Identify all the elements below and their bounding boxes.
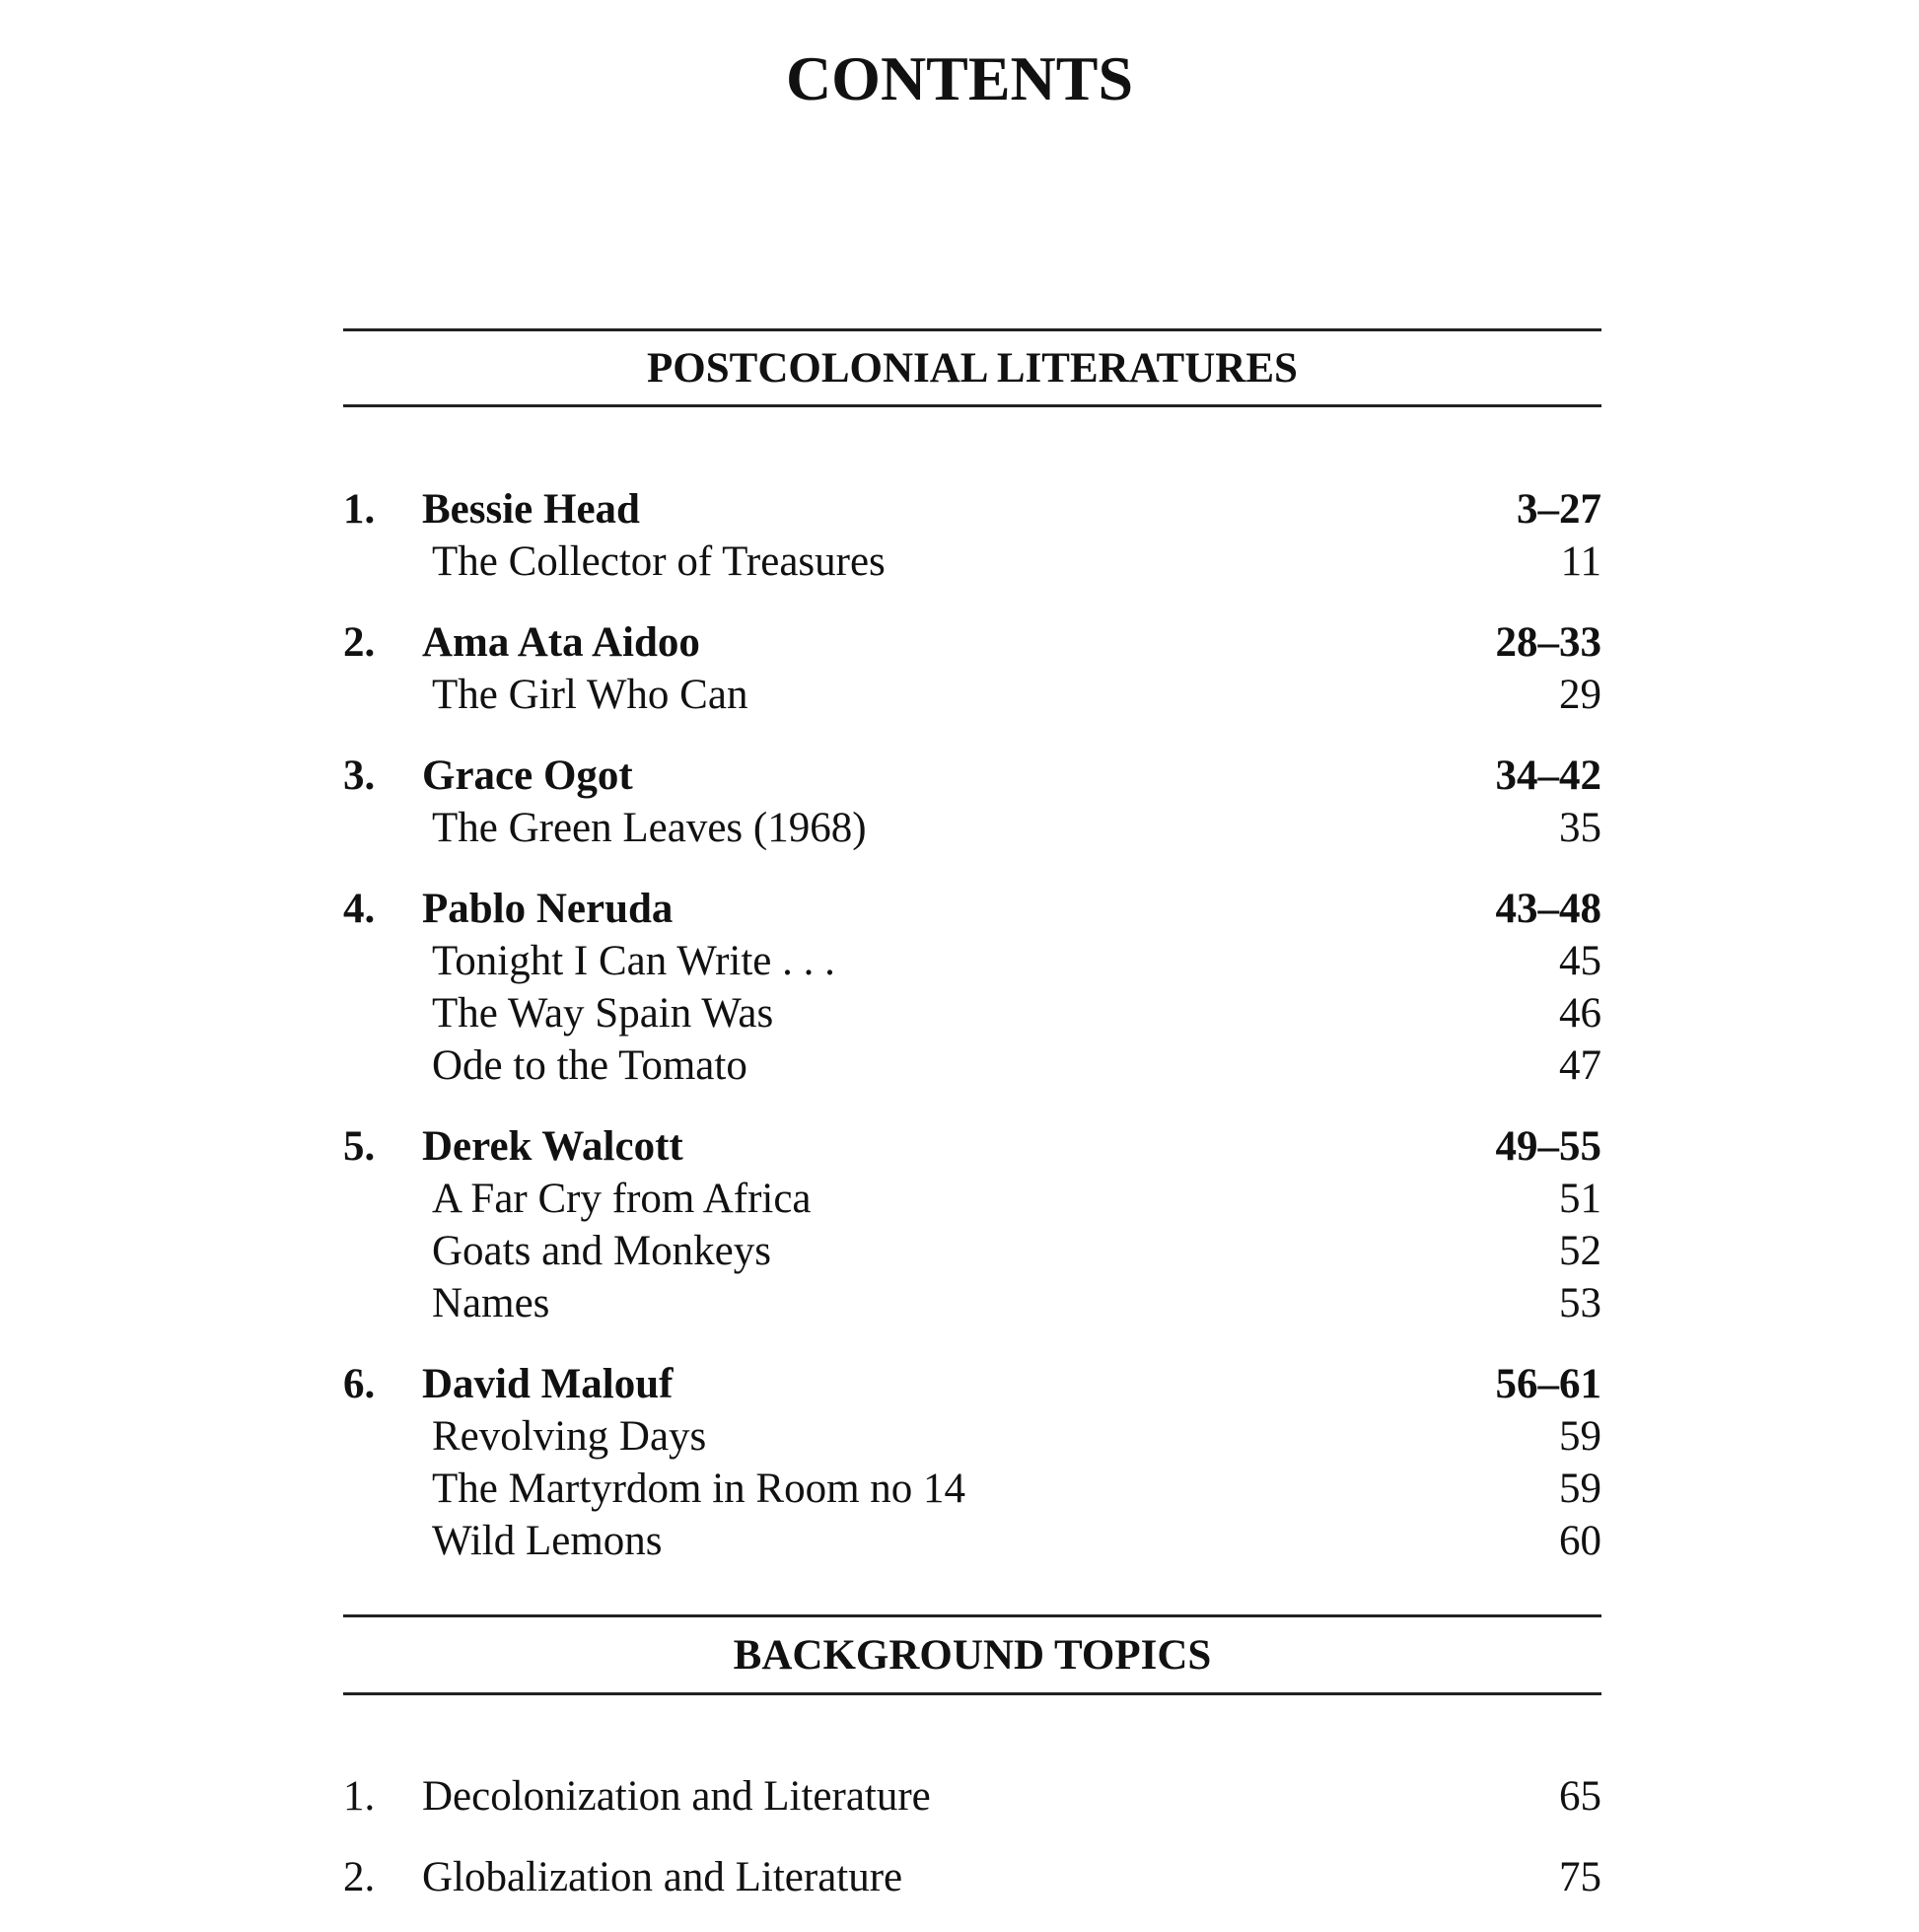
work-row[interactable] (343, 1515, 1601, 1567)
work-title: Tonight I Can Write . . . (432, 938, 835, 984)
author-row[interactable] (343, 1120, 1601, 1173)
author-entry (343, 883, 1601, 1092)
author-row[interactable] (343, 483, 1601, 536)
page-number: 65 (1559, 1773, 1601, 1820)
work-title: The Collector of Treasures (432, 538, 886, 585)
section-postcolonial-literatures (343, 328, 1601, 1596)
work-title: Names (432, 1280, 550, 1326)
page-number: 59 (1559, 1466, 1601, 1512)
page-number: 45 (1559, 938, 1601, 984)
author-entry (343, 1120, 1601, 1329)
topic-row[interactable] (343, 1770, 1601, 1823)
work-row[interactable] (343, 802, 1601, 854)
page-title: CONTENTS (785, 43, 1134, 113)
work-row[interactable] (343, 669, 1601, 721)
topic-row[interactable] (343, 1851, 1601, 1903)
work-row[interactable] (343, 1277, 1601, 1329)
page-range: 3–27 (1517, 486, 1601, 533)
page-range: 56–61 (1495, 1361, 1601, 1407)
entry-number: 5. (343, 1123, 376, 1170)
page-number: 75 (1559, 1854, 1601, 1900)
page-number: 35 (1559, 805, 1601, 851)
author-entry (343, 483, 1601, 588)
work-row[interactable] (343, 1410, 1601, 1463)
page-number: 52 (1559, 1228, 1601, 1274)
author-name: Ama Ata Aidoo (422, 619, 700, 666)
author-row[interactable] (343, 1358, 1601, 1410)
page-range: 49–55 (1495, 1123, 1601, 1170)
author-row[interactable] (343, 616, 1601, 669)
page-range: 34–42 (1495, 752, 1601, 799)
author-name: David Malouf (422, 1361, 674, 1407)
entry-number: 1. (343, 1773, 376, 1820)
author-name: Grace Ogot (422, 752, 633, 799)
page-range: 28–33 (1495, 619, 1601, 666)
work-title: Revolving Days (432, 1413, 707, 1460)
page-number: 11 (1560, 538, 1601, 585)
work-title: Ode to the Tomato (432, 1042, 747, 1089)
entry-number: 2. (343, 1854, 376, 1900)
author-name: Pablo Neruda (422, 886, 674, 932)
entry-number: 1. (343, 486, 376, 533)
page-number: 59 (1559, 1413, 1601, 1460)
page-number: 29 (1559, 672, 1601, 718)
page-number: 46 (1559, 990, 1601, 1037)
work-title: A Far Cry from Africa (432, 1176, 812, 1222)
work-title: The Green Leaves (1968) (432, 805, 867, 851)
section-heading: BACKGROUND TOPICS (343, 1614, 1601, 1695)
work-row[interactable] (343, 1225, 1601, 1277)
author-row[interactable] (343, 750, 1601, 802)
author-entry (343, 1358, 1601, 1567)
author-name: Derek Walcott (422, 1123, 683, 1170)
work-row[interactable] (343, 1039, 1601, 1092)
entry-number: 6. (343, 1361, 376, 1407)
page-number: 53 (1559, 1280, 1601, 1326)
work-row[interactable] (343, 536, 1601, 588)
page-number: 47 (1559, 1042, 1601, 1089)
section-heading: POSTCOLONIAL LITERATURES (343, 328, 1601, 407)
work-title: The Way Spain Was (432, 990, 774, 1037)
topic-title: Decolonization and Literature (422, 1773, 931, 1820)
work-row[interactable] (343, 1463, 1601, 1515)
author-entry (343, 750, 1601, 854)
author-entry (343, 616, 1601, 721)
work-title: The Girl Who Can (432, 672, 748, 718)
work-title: Wild Lemons (432, 1518, 663, 1564)
topic-title: Globalization and Literature (422, 1854, 903, 1900)
page-range: 43–48 (1495, 886, 1601, 932)
author-name: Bessie Head (422, 486, 640, 533)
entry-number: 3. (343, 752, 376, 799)
topic-list (343, 1770, 1601, 1903)
section-background-topics (343, 1614, 1601, 1932)
author-list (343, 483, 1601, 1567)
author-row[interactable] (343, 883, 1601, 935)
page-number: 60 (1559, 1518, 1601, 1564)
page-number: 51 (1559, 1176, 1601, 1222)
work-title: Goats and Monkeys (432, 1228, 771, 1274)
work-row[interactable] (343, 1173, 1601, 1225)
work-row[interactable] (343, 935, 1601, 987)
work-row[interactable] (343, 987, 1601, 1039)
work-title: The Martyrdom in Room no 14 (432, 1466, 966, 1512)
entry-number: 4. (343, 886, 376, 932)
entry-number: 2. (343, 619, 376, 666)
